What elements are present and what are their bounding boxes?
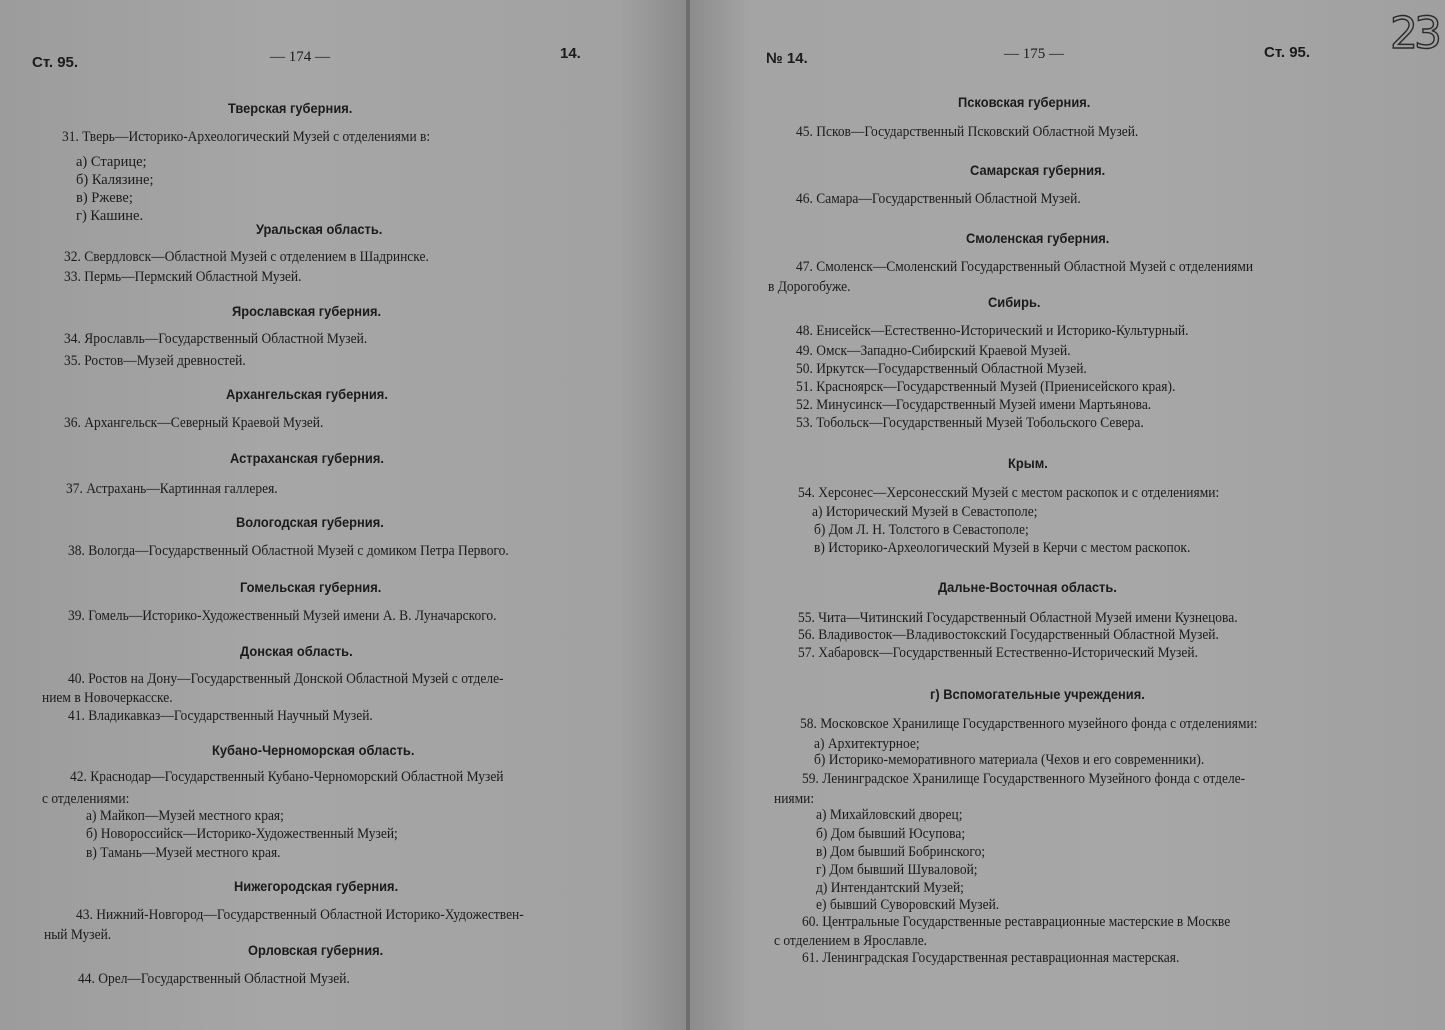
- museum-entry: 46. Самара—Государственный Областной Музей.: [796, 191, 1081, 207]
- museum-entry: 43. Нижний-Новгород—Государственный Областной Историко-Художествен-: [76, 907, 524, 923]
- museum-entry: 36. Архангельск—Северный Краевой Музей.: [64, 415, 324, 431]
- museum-sub-entry: б) Новороссийск—Историко-Художественный Музей;: [86, 826, 398, 842]
- region-heading: Нижегородская губерния.: [234, 878, 399, 894]
- museum-sub-entry: г) Дом бывший Шуваловой;: [816, 862, 978, 878]
- museum-entry: 39. Гомель—Историко-Художественный Музей имени А. В. Луначарского.: [68, 608, 497, 624]
- region-heading: Кубано-Черноморская область.: [212, 742, 415, 758]
- region-heading: Смоленская губерния.: [966, 230, 1110, 246]
- museum-entry-continuation: нием в Новочеркасске.: [42, 690, 173, 706]
- museum-entry: 60. Центральные Государственные реставрационные мастерские в Москве: [802, 914, 1231, 930]
- section-heading: г) Вспомогательные учреждения.: [930, 686, 1145, 702]
- right-section-number: Ст. 95.: [1264, 44, 1311, 61]
- museum-entry: 41. Владикавказ—Государственный Научный Музей.: [68, 708, 373, 724]
- museum-entry: 56. Владивосток—Владивостокский Государственный Областной Музей.: [798, 627, 1219, 643]
- left-section-number: Ст. 95.: [32, 54, 79, 71]
- museum-entry: 45. Псков—Государственный Псковский Областной Музей.: [796, 124, 1139, 140]
- region-heading: Ярославская губерния.: [232, 303, 382, 319]
- region-heading: Сибирь.: [988, 294, 1041, 310]
- museum-entry: 53. Тобольск—Государственный Музей Тобольского Севера.: [796, 415, 1144, 431]
- right-issue-number: № 14.: [766, 50, 808, 67]
- museum-sub-entry: г) Кашине.: [76, 208, 144, 224]
- museum-sub-entry: б) Дом Л. Н. Толстого в Севастополе;: [814, 522, 1029, 538]
- museum-entry: 44. Орел—Государственный Областной Музей.: [78, 971, 350, 987]
- museum-entry-continuation: в Дорогобуже.: [768, 279, 851, 295]
- museum-entry: 33. Пермь—Пермский Областной Музей.: [64, 269, 302, 285]
- museum-sub-entry: б) Историко-меморативного материала (Чехов и его современники).: [814, 752, 1205, 768]
- museum-sub-entry: б) Калязине;: [76, 172, 154, 188]
- museum-sub-entry: а) Михайловский дворец;: [816, 807, 963, 823]
- museum-entry: 48. Енисейск—Естественно-Исторический и Историко-Культурный.: [796, 323, 1189, 339]
- region-heading: Тверская губерния.: [228, 100, 353, 116]
- museum-entry: 55. Чита—Читинский Государственный Областной Музей имени Кузнецова.: [798, 610, 1238, 626]
- museum-entry-continuation: ный Музей.: [44, 927, 112, 943]
- region-heading: Вологодская губерния.: [236, 514, 384, 530]
- museum-entry-continuation: с отделениями:: [42, 791, 130, 807]
- left-page-number: — 174 —: [270, 49, 330, 65]
- museum-entry: 31. Тверь—Историко-Археологический Музей с отделениями в:: [62, 129, 431, 145]
- right-page: [690, 0, 1445, 1030]
- museum-entry-continuation: ниями:: [774, 791, 815, 807]
- region-heading: Крым.: [1008, 455, 1048, 471]
- museum-sub-entry: а) Старице;: [76, 154, 147, 170]
- region-heading: Уральская область.: [256, 221, 383, 237]
- left-page: [0, 0, 688, 1030]
- museum-entry: 32. Свердловск—Областной Музей с отделением в Шадринске.: [64, 249, 429, 265]
- left-issue-number: 14.: [560, 45, 581, 62]
- museum-sub-entry: в) Ржеве;: [76, 190, 133, 206]
- region-heading: Донская область.: [240, 643, 353, 659]
- museum-sub-entry: б) Дом бывший Юсупова;: [816, 826, 966, 842]
- museum-entry: 49. Омск—Западно-Сибирский Краевой Музей.: [796, 343, 1071, 359]
- region-heading: Орловская губерния.: [248, 942, 384, 958]
- museum-entry: 61. Ленинградская Государственная реставрационная мастерская.: [802, 950, 1180, 966]
- region-heading: Астраханская губерния.: [230, 450, 384, 466]
- handwritten-folio-mark: 23: [1390, 8, 1438, 59]
- museum-sub-entry: в) Дом бывший Бобринского;: [816, 844, 986, 860]
- museum-sub-entry: а) Исторический Музей в Севастополе;: [812, 504, 1038, 520]
- museum-entry: 51. Красноярск—Государственный Музей (Приенисейского края).: [796, 379, 1176, 395]
- museum-sub-entry: а) Майкоп—Музей местного края;: [86, 808, 284, 824]
- museum-entry: 40. Ростов на Дону—Государственный Донской Областной Музей с отделе-: [68, 671, 504, 687]
- museum-sub-entry: в) Тамань—Музей местного края.: [86, 845, 281, 861]
- region-heading: Гомельская губерния.: [240, 579, 382, 595]
- museum-entry: 42. Краснодар—Государственный Кубано-Черноморский Областной Музей: [70, 769, 504, 785]
- museum-entry: 59. Ленинградское Хранилище Государственного Музейного фонда с отделе-: [802, 771, 1246, 787]
- museum-entry: 37. Астрахань—Картинная галлерея.: [66, 481, 278, 497]
- museum-entry: 47. Смоленск—Смоленский Государственный Областной Музей с отделениями: [796, 259, 1254, 275]
- museum-entry: 38. Вологда—Государственный Областной Музей с домиком Петра Первого.: [68, 543, 509, 559]
- museum-entry: 34. Ярославль—Государственный Областной Музей.: [64, 331, 368, 347]
- region-heading: Дальне-Восточная область.: [938, 579, 1117, 595]
- museum-entry: 54. Херсонес—Херсонесский Музей с местом раскопок и с отделениями:: [798, 485, 1220, 501]
- museum-sub-entry: е) бывший Суворовский Музей.: [816, 897, 1000, 913]
- museum-sub-entry: а) Архитектурное;: [814, 736, 920, 752]
- museum-sub-entry: д) Интендантский Музей;: [816, 880, 964, 896]
- region-heading: Архангельская губерния.: [226, 386, 388, 402]
- museum-entry: 52. Минусинск—Государственный Музей имени Мартьянова.: [796, 397, 1152, 413]
- region-heading: Псковская губерния.: [958, 94, 1091, 110]
- museum-entry: 35. Ростов—Музей древностей.: [64, 353, 246, 369]
- region-heading: Самарская губерния.: [970, 162, 1106, 178]
- museum-entry-continuation: с отделением в Ярославле.: [774, 933, 928, 949]
- museum-sub-entry: в) Историко-Археологический Музей в Керчи с местом раскопок.: [814, 540, 1191, 556]
- right-page-number: — 175 —: [1004, 46, 1064, 62]
- museum-entry: 58. Московское Хранилище Государственного музейного фонда с отделениями:: [800, 716, 1258, 732]
- museum-entry: 57. Хабаровск—Государственный Естественно-Исторический Музей.: [798, 645, 1198, 661]
- museum-entry: 50. Иркутск—Государственный Областной Музей.: [796, 361, 1087, 377]
